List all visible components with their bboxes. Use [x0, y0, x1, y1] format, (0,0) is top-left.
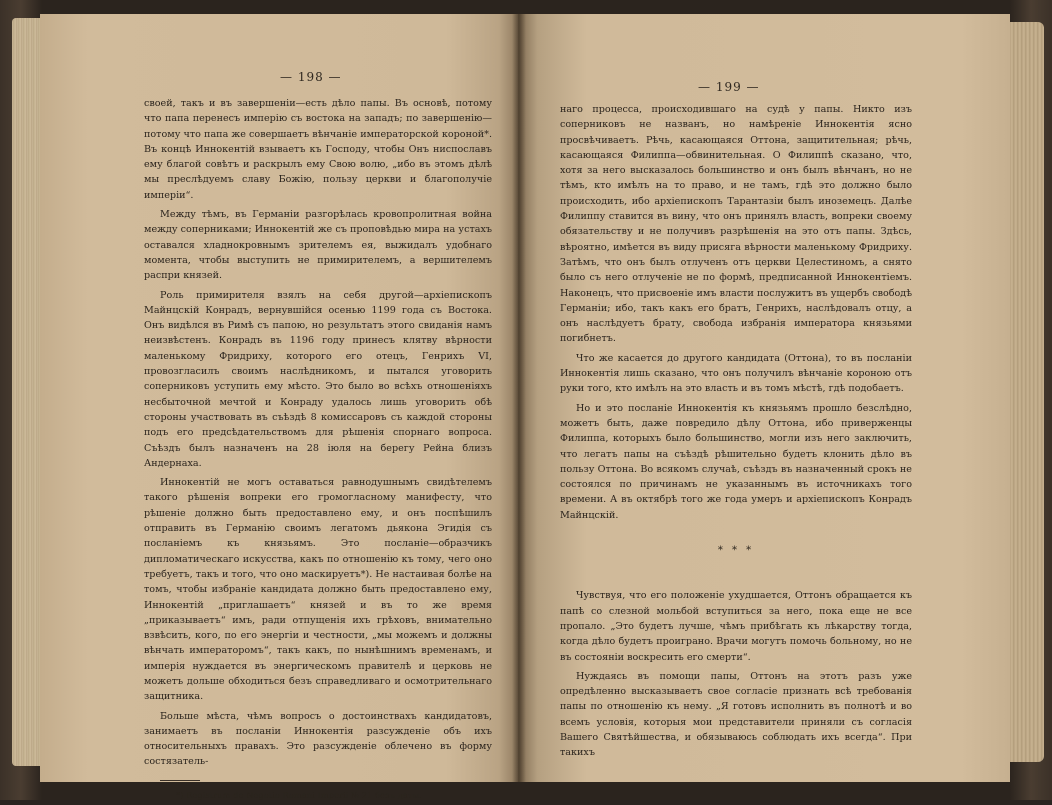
paragraph: Роль примирителя взялъ на себя другой—архіепископъ Майнцскій Конрадъ, вернувшійся осенью 1199 года съ Востока. Онъ видѣлся въ Римѣ съ папою, но результатъ этого свиданія намъ неизвѣстенъ. Конрадъ въ 1196 году принесъ клятву вѣрности маленькому Фридриху, которого его отецъ, Генрихъ VI, провозгласилъ своимъ наслѣдникомъ, и пытался уговорить соперниковъ уступить ему мѣсто. Это было во всѣхъ отношеніяхъ несбыточной мечтой и Конраду удалось лишь уговорить обѣ стороны участвовать въ съѣздѣ 8 комиссаровъ съ каждой стороны подъ его предсѣдательствомъ для рѣшенія спорнаго вопроса. Съѣздъ былъ назначенъ на 28 іюля на берегу Рейна близъ Андернаха.: [144, 289, 492, 469]
paragraph: Нуждаясь въ помощи папы, Оттонъ на этотъ разъ уже опредѣленно высказываетъ свое согласіе признать всѣ требованія папы по отношенію къ нему. „Я готовъ исполнить въ полнотѣ и во всемъ условія, которыя мои представители приняли съ согласія Вашего Святѣйшества, и обязываюсь соблюдать ихъ всегда“. При такихъ: [560, 670, 912, 759]
section-separator: * * *: [717, 545, 755, 557]
right-page-text: [560, 102, 912, 765]
paragraph: Между тѣмъ, въ Германіи разгорѣлась кровопролитная война между соперниками; Иннокентій же съ проповѣдью мира на устахъ оставался хладнокровнымъ зрителемъ ея, выжидалъ удобнаго момента, чтобы выступить не примирителемъ, а вершителемъ распри князей.: [144, 209, 492, 282]
book-gutter: [512, 14, 526, 782]
footnote-rule: [160, 780, 200, 781]
paragraph: Больше мѣста, чѣмъ вопросъ о достоинствахъ кандидатовъ, занимаетъ въ посланіи Иннокентія разсужденіе объ ихъ относительныхъ правахъ. Это разсужденіе облечено въ форму состязатель-: [144, 710, 492, 768]
left-page: [40, 14, 518, 800]
footnote: *) Registrum de Negotio Romani Imperii № 21 безъ даты.: [176, 789, 422, 800]
paragraph: Иннокентій не могъ оставаться равнодушнымъ свидѣтелемъ такого рѣшенія вопреки его громогласному манифесту, что рѣшеніе должно быть предоставлено ему, и онъ поспѣшилъ отправить въ Германію своимъ легатомъ дьякона Эгидія съ посланіемъ къ князьямъ. Это посланіе—образчикъ дипломатическаго искусства, какъ по отношенію къ тому, чего оно требуетъ, такъ и того, что оно маскируетъ*). Не настаивая болѣе на томъ, чтобы избраніе кандидата должно быть предоставлено ему, Иннокентій „приглашаетъ“ князей и въ то же время „приказываетъ“ имъ, ради отпущенія ихъ грѣховъ, внимательно взвѣсить, кого, по его энергіи и честности, „мы можемъ и должны вѣнчать императоромъ“, такъ какъ, по нынѣшнимъ временамъ, и имперія нуждается въ энергическомъ правителѣ и церковь не можетъ дольше обходиться безъ справедливаго и осмотрительнаго защитника.: [144, 477, 492, 703]
paragraph: Что же касается до другого кандидата (Оттона), то въ посланіи Иннокентія лишь сказано, что онъ получилъ вѣнчаніе короною отъ руки того, кто имѣлъ на это власть и въ томъ мѣстѣ, гдѣ подобаетъ.: [560, 352, 912, 395]
right-page-edges: [1010, 22, 1044, 762]
paragraph: своей, такъ и въ завершеніи—есть дѣло папы. Въ основѣ, потому что папа перенесъ имперію съ востока на западъ; по завершенію—потому что папа же совершаетъ вѣнчаніе императорской короной*. Въ концѣ Иннокентій взываетъ къ Господу, чтобы Онъ ниспославъ ему благой совѣтъ и раскрылъ ему Свою волю, „ибо въ этомъ дѣлѣ мы преслѣдуемъ славу Божію, пользу церкви и благополучіе имперіи“.: [144, 98, 492, 201]
paragraph: Но и это посланіе Иннокентія къ князьямъ прошло безслѣдно, можетъ быть, даже повредило дѣлу Оттона, ибо приверженцы Филиппа, которыхъ было большинство, могли изъ него заключить, что легатъ папы на съѣздѣ рѣшительно будетъ клонить дѣло въ пользу Оттона. Во всякомъ случаѣ, съѣздъ въ назначенный срокъ не состоялся по причинамъ не указаннымъ въ источникахъ того времени. А въ октябрѣ того же года умеръ и архіепископъ Конрадъ Майнцскій.: [560, 402, 912, 521]
left-page-text: [144, 96, 492, 805]
left-page-number: — 198 —: [280, 70, 342, 84]
right-page: [518, 14, 1010, 782]
paragraph: Чувствуя, что его положеніе ухудшается, Оттонъ обращается къ папѣ со слезной мольбой вступиться за него, пока еще не все пропало. „Это будетъ лучше, чѣмъ прибѣгать къ лѣкарству тогда, когда дѣло будетъ проиграно. Врачи могутъ помочь больному, но не въ состояніи воскресить его смерти“.: [560, 590, 912, 663]
right-page-number: — 199 —: [698, 80, 760, 94]
paragraph: наго процесса, происходившаго на судѣ у папы. Никто изъ соперниковъ не названъ, но намѣреніе Иннокентія ясно просвѣчиваетъ. Рѣчь, касающаяся Оттона, защитительная; рѣчь, касающаяся Филиппа—обвинительная. О Филиппѣ сказано, что, хотя за него высказалось большинство и онъ былъ вѣнчанъ, но не тѣмъ, кто имѣлъ на то право, и не тамъ, гдѣ это должно было происходить, ибо архіепископъ Тарантазіи былъ иноземецъ. Далѣе Филиппу ставится въ вину, что онъ принялъ власть, вопреки своему обязательству и не получивъ разрѣшенія на это отъ папы. Здѣсь, вѣроятно, имѣется въ виду присяга вѣрности маленькому Фридриху. Затѣмъ, что онъ былъ отлученъ отъ церкви Целестиномъ, а снято было съ него отлученіе не по формѣ, предписанной Иннокентіемъ. Наконецъ, что присвоеніе имъ власти послужитъ въ ущербъ свободѣ Германіи; ибо, такъ какъ его братъ, Генрихъ, наслѣдовалъ отцу, а онъ наслѣдуетъ брату, свобода избранія императора князьями погибнетъ.: [560, 104, 912, 345]
